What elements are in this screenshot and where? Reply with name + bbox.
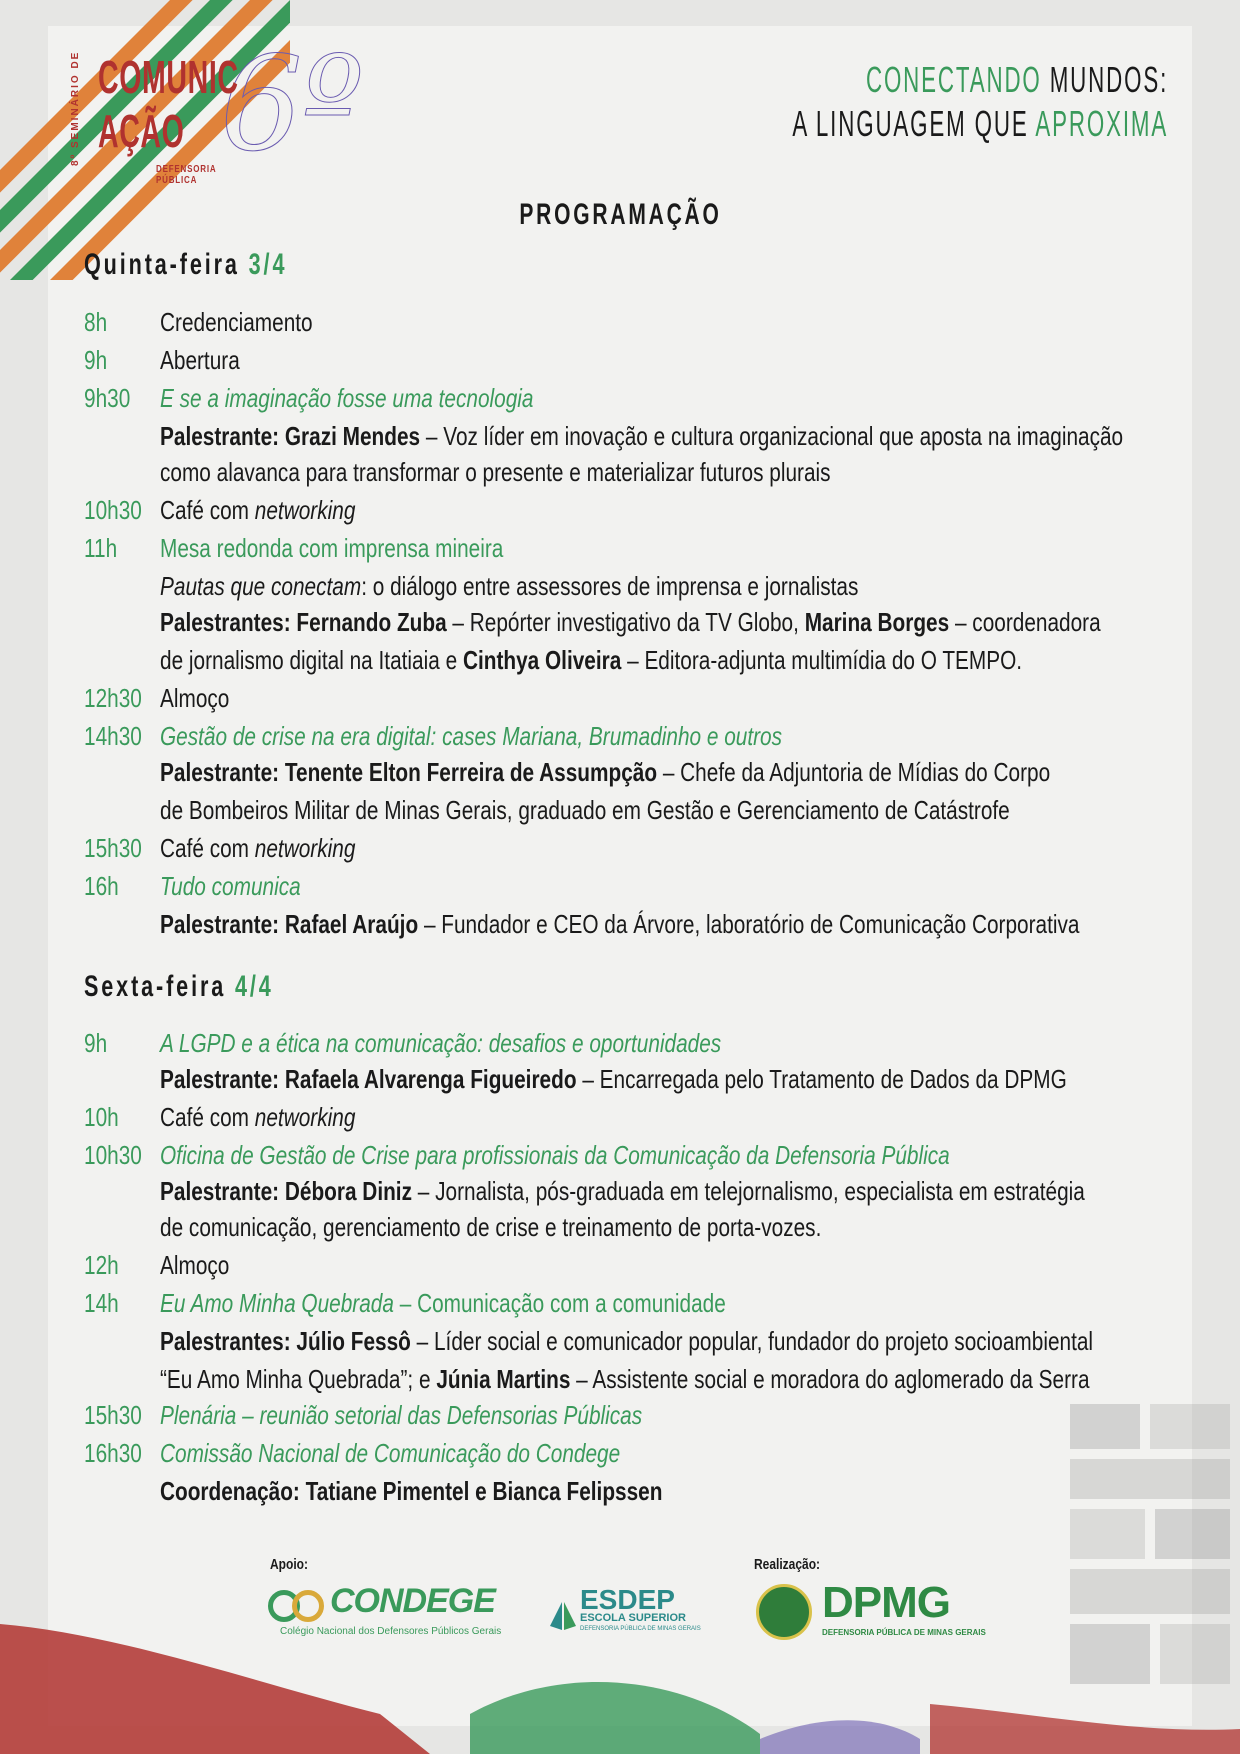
item-time: 16h30: [84, 1438, 142, 1468]
item-time: 10h: [84, 1102, 119, 1132]
day1-date: 3/4: [248, 248, 288, 281]
tagline-line2-part1: A LINGUAGEM QUE: [792, 103, 1029, 144]
item-title-italic: Eu Amo Minha Quebrada: [160, 1288, 394, 1318]
day1-heading: [84, 248, 287, 282]
speaker-desc: – Fundador e CEO da Árvore, laboratório de Comunicação Corporativa: [418, 909, 1080, 939]
speaker-name: Palestrantes: Fernando Zuba: [160, 607, 447, 637]
day2-date: 4/4: [235, 970, 274, 1003]
esdep-logo: [548, 1584, 701, 1640]
item-time: 15h30: [84, 1400, 142, 1430]
sponsors-footer: [0, 1550, 1240, 1660]
item-time: 9h30: [84, 383, 131, 413]
realization-label: Realização:: [754, 1556, 821, 1573]
speaker-desc: – coordenadora: [949, 607, 1101, 637]
esdep-subtitle: ESCOLA SUPERIOR: [580, 1612, 686, 1624]
speaker-name: Palestrante: Rafael Araújo: [160, 909, 419, 939]
tagline-line1-part1: CONECTANDO: [865, 59, 1042, 100]
item-title: Tudo comunica: [160, 871, 301, 901]
item-title-italic: networking: [254, 495, 356, 525]
speaker-name: Palestrante: Débora Diniz: [160, 1176, 412, 1206]
speaker-name: Marina Borges: [804, 607, 950, 637]
book-icon: [548, 1596, 578, 1632]
dpmg-seal-icon: [756, 1584, 812, 1640]
item-time: 15h30: [84, 833, 142, 863]
item-time: 10h30: [84, 495, 142, 525]
item-title: Comissão Nacional de Comunicação do Condege: [160, 1438, 621, 1468]
item-title: Café com: [160, 833, 255, 863]
item-time: 9h: [84, 1028, 108, 1058]
speaker-desc: “Eu Amo Minha Quebrada”; e: [160, 1364, 437, 1394]
speaker-desc: – Chefe da Adjuntoria de Mídias do Corpo: [657, 757, 1051, 787]
speaker-name: Cinthya Oliveira: [462, 645, 622, 675]
item-time: 14h: [84, 1288, 119, 1318]
item-time: 14h30: [84, 721, 142, 751]
item-title: A LGPD e a ética na comunicação: desafios e oportunidades: [160, 1028, 722, 1058]
support-label: Apoio:: [270, 1556, 308, 1573]
speaker-desc: de Bombeiros Militar de Minas Gerais, graduado em Gestão e Gerenciamento de Catástrofe: [160, 795, 1010, 825]
logo-subtitle: DEFENSORIA PÚBLICA: [156, 164, 217, 186]
speaker-name: Palestrante: Tenente Elton Ferreira de Assumpção: [160, 757, 658, 787]
item-time: 12h30: [84, 683, 142, 713]
item-time: 9h: [84, 345, 108, 375]
speaker-desc: de comunicação, gerenciamento de crise e treinamento de porta-vozes.: [160, 1212, 822, 1242]
item-title: Gestão de crise na era digital: cases Mariana, Brumadinho e outros: [160, 721, 783, 751]
tagline-line2-part2: APROXIMA: [1035, 103, 1168, 144]
item-title: Almoço: [160, 683, 230, 713]
tagline: [792, 58, 1168, 146]
speaker-name: Palestrantes: Júlio Fessô: [160, 1326, 411, 1356]
speaker-desc: – Assistente social e moradora do aglomerado da Serra: [570, 1364, 1090, 1394]
item-title: Almoço: [160, 1250, 230, 1280]
program-title: [0, 198, 1240, 232]
esdep-name: ESDEP: [580, 1584, 675, 1615]
speaker-name: Júnia Martins: [436, 1364, 571, 1394]
dpmg-logo: [752, 1578, 986, 1650]
speaker-desc: – Líder social e comunicador popular, fundador do projeto socioambiental: [410, 1326, 1094, 1356]
seminar-logo: [70, 28, 364, 186]
day2-label: Sexta-feira: [84, 970, 227, 1003]
item-time: 12h: [84, 1250, 119, 1280]
day1-label: Quinta-feira: [84, 248, 240, 281]
item-title-italic: networking: [254, 833, 356, 863]
esdep-subtitle2: DEFENSORIA PÚBLICA DE MINAS GERAIS: [580, 1626, 701, 1632]
speaker-desc: – Editora-adjunta multimídia do O TEMPO.: [621, 645, 1023, 675]
item-title: Abertura: [160, 345, 240, 375]
speaker-desc: – Repórter investigativo da TV Globo,: [446, 607, 805, 637]
item-title: Café com: [160, 1102, 255, 1132]
logo-line1: COMUNIC: [98, 51, 239, 103]
item-time: 8h: [84, 307, 108, 337]
coordination-text: Coordenação: Tatiane Pimentel e Bianca Felipssen: [160, 1476, 663, 1506]
logo-side-text: 8º SEMINÁRIO DE: [70, 50, 81, 166]
program-title-text: PROGRAMAÇÃO: [518, 198, 722, 231]
speaker-name: Palestrante: Rafaela Alvarenga Figueiredo: [160, 1064, 577, 1094]
subtitle-italic: Pautas que conectam: [160, 571, 362, 601]
speaker-desc: de jornalismo digital na Itatiaia e: [160, 645, 463, 675]
item-title: Café com: [160, 495, 255, 525]
speaker-desc: – Jornalista, pós-graduada em telejornalismo, especialista em estratégia: [411, 1176, 1085, 1206]
item-title: – Comunicação com a comunidade: [393, 1288, 726, 1318]
item-time: 11h: [84, 533, 118, 563]
item-title: Oficina de Gestão de Crise para profissionais da Comunicação da Defensoria Pública: [160, 1140, 950, 1170]
subtitle-rest: : o diálogo entre assessores de imprensa e jornalistas: [361, 571, 859, 601]
condege-name: CONDEGE: [330, 1582, 495, 1620]
dpmg-name: DPMG: [822, 1578, 950, 1627]
speaker-desc: como alavanca para transformar o presente e materializar futuros plurais: [160, 457, 831, 487]
logo-ordinal: 6º: [220, 28, 364, 180]
logo-line2: AÇÃO: [98, 105, 185, 157]
item-title: E se a imaginação fosse uma tecnologia: [160, 383, 534, 413]
tagline-line1-part2: MUNDOS:: [1049, 59, 1168, 100]
item-time: 10h30: [84, 1140, 142, 1170]
speaker-desc: – Voz líder em inovação e cultura organizacional que aposta na imaginação: [420, 421, 1124, 451]
item-time: 16h: [84, 871, 119, 901]
speaker-desc: – Encarregada pelo Tratamento de Dados da DPMG: [576, 1064, 1067, 1094]
day2-heading: [84, 970, 274, 1004]
condege-subtitle: Colégio Nacional dos Defensores Públicos Gerais: [280, 1626, 502, 1637]
condege-ring-icon: [292, 1590, 324, 1622]
dpmg-subtitle: DEFENSORIA PÚBLICA DE MINAS GERAIS: [822, 1628, 986, 1637]
item-title: Mesa redonda com imprensa mineira: [160, 533, 504, 563]
speaker-name: Palestrante: Grazi Mendes: [160, 421, 421, 451]
item-title: Plenária – reunião setorial das Defensorias Públicas: [160, 1400, 643, 1430]
condege-logo: [268, 1582, 502, 1637]
item-title: Credenciamento: [160, 307, 313, 337]
item-title-italic: networking: [254, 1102, 356, 1132]
